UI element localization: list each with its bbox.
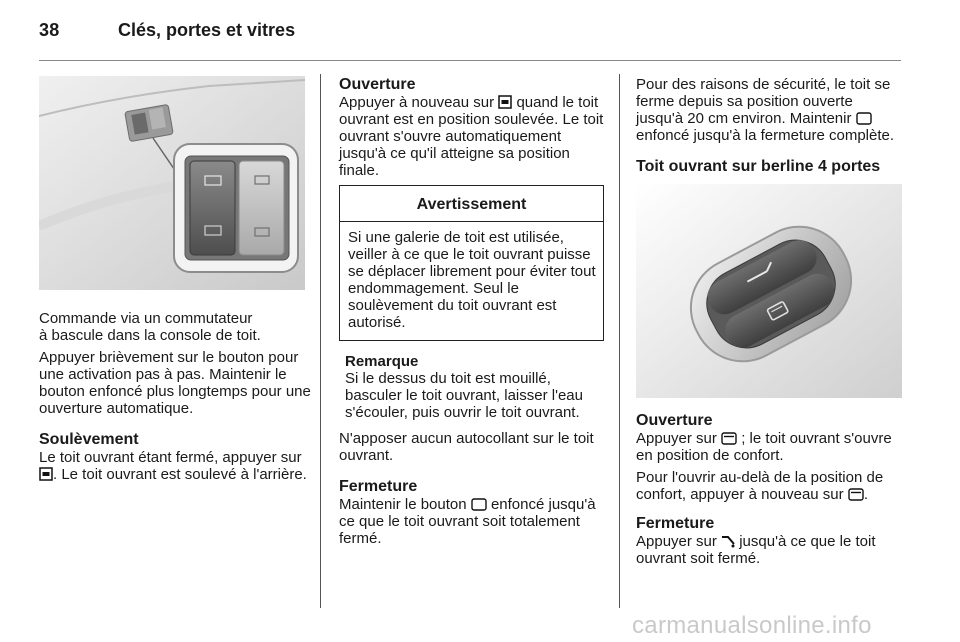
audela-text-a: Pour l'ouvrir au-delà de la position de confort, appuyer à nouveau sur bbox=[636, 469, 884, 503]
note-body: Si le dessus du toit est mouillé, basculer le toit ouvrant, laisser l'eau s'écouler, puis ouvrir le toit ouvrant. bbox=[345, 370, 583, 421]
soulevement-text-b: . Le toit ouvrant est soulevé à l'arrière. bbox=[53, 466, 307, 483]
caption-line-2: à bascule dans la console de toit. bbox=[39, 327, 261, 344]
securite-text-b: enfoncé jusqu'à la fermeture complète. bbox=[636, 127, 895, 144]
warning-box bbox=[339, 185, 604, 341]
ouverture-berline-paragraph bbox=[636, 430, 904, 464]
fermeture-heading: Fermeture bbox=[339, 478, 418, 495]
caption-line-1: Commande via un commutateur bbox=[39, 310, 253, 327]
ouverture-berline-text-a: Appuyer sur bbox=[636, 430, 717, 447]
fermeture-text-b: enfoncé jusqu'à ce que le toit ouvrant soit totalement fermé. bbox=[339, 496, 596, 547]
overhead-console-switch-illustration bbox=[39, 76, 305, 290]
comfort-open-button-icon bbox=[848, 488, 864, 501]
fermeture-berline-paragraph bbox=[636, 533, 904, 567]
column-middle bbox=[339, 76, 604, 547]
comfort-open-button-icon bbox=[721, 432, 737, 445]
intro-paragraph: Appuyer brièvement sur le bouton pour une activation pas à pas. Maintenir le bouton enfoncé plus longtemps pour une ouverture automatique. bbox=[39, 349, 311, 417]
warning-body: Si une galerie de toit est utilisée, veiller à ce que le toit ouvrant puisse se déplacer librement pour éviter tout endommagement. Seul le soulèvement du toit ouvrant est autorisé. bbox=[348, 229, 596, 331]
column-divider-1 bbox=[320, 74, 321, 608]
ouverture-text-b: quand le toit ouvrant est en position soulevée. Le toit ouvrant s'ouvre automatiquement jusqu'à ce qu'il atteigne sa position finale. bbox=[339, 94, 604, 179]
berline-heading: Toit ouvrant sur berline 4 portes bbox=[636, 158, 881, 175]
ouverture-berline-text-b: ; le toit ouvrant s'ouvre en position de confort. bbox=[636, 430, 892, 464]
securite-text-a: Pour des raisons de sécurité, le toit se ferme depuis sa position ouverte jusqu'à 20 cm environ. Maintenir bbox=[636, 76, 891, 127]
securite-paragraph bbox=[636, 76, 904, 144]
ouverture-heading: Ouverture bbox=[339, 76, 416, 93]
watermark: carmanualsonline.info bbox=[632, 612, 872, 639]
ouverture-text-a: Appuyer à nouveau sur bbox=[339, 94, 495, 111]
note-block bbox=[339, 353, 604, 421]
column-right bbox=[636, 76, 904, 567]
header-rule bbox=[39, 60, 901, 61]
column-left bbox=[39, 76, 311, 483]
fermeture-berline-text-a: Appuyer sur bbox=[636, 533, 717, 550]
close-roof-button-icon bbox=[471, 498, 487, 511]
ouverture-paragraph bbox=[339, 94, 604, 179]
page-title: Clés, portes et vitres bbox=[118, 20, 296, 40]
audela-paragraph bbox=[636, 469, 904, 503]
sedan-sunroof-switch-illustration bbox=[636, 184, 902, 398]
warning-title: Avertissement bbox=[340, 186, 603, 222]
tilt-button-icon bbox=[39, 467, 53, 481]
fermeture-berline-text-b: jusqu'à ce que le toit ouvrant soit fermé. bbox=[636, 533, 876, 567]
soulevement-text-a: Le toit ouvrant étant fermé, appuyer sur bbox=[39, 449, 302, 466]
ouverture-heading-berline: Ouverture bbox=[636, 412, 713, 429]
fermeture-heading-berline: Fermeture bbox=[636, 515, 715, 532]
tilt-button-icon bbox=[498, 95, 512, 109]
autocollant-paragraph: N'apposer aucun autocollant sur le toit ouvrant. bbox=[339, 430, 594, 464]
soulevement-heading: Soulèvement bbox=[39, 431, 139, 448]
fermeture-text-a: Maintenir le bouton bbox=[339, 496, 467, 513]
close-roof-button-icon bbox=[856, 112, 872, 125]
soulevement-paragraph bbox=[39, 449, 311, 483]
note-title: Remarque bbox=[345, 353, 419, 370]
fermeture-paragraph bbox=[339, 496, 604, 547]
audela-text-b: . bbox=[863, 486, 868, 503]
column-divider-2 bbox=[619, 74, 620, 608]
page-number: 38 bbox=[39, 20, 60, 40]
close-slope-icon bbox=[721, 534, 735, 548]
